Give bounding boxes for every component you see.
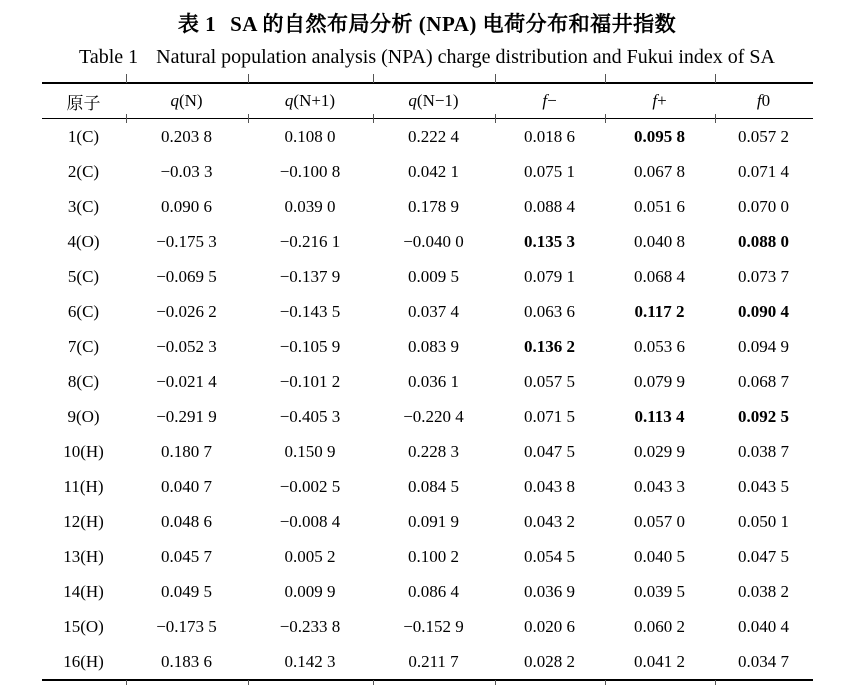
- cell-f-minus: 0.020 6: [524, 616, 575, 636]
- cell-qN-plus1: 0.142 3: [284, 651, 336, 671]
- cell-qN: 0.090 6: [161, 196, 212, 216]
- cell-qN-plus1: −0.105 9: [279, 336, 341, 356]
- cell-f-plus: 0.079 9: [634, 371, 685, 391]
- cell-qN-minus1: 0.228 3: [408, 441, 459, 461]
- table-row: [42, 119, 813, 155]
- table-row: [42, 259, 813, 294]
- cell-qN: −0.021 4: [156, 371, 217, 391]
- cell-atom: 6(C): [67, 301, 100, 321]
- cell-qN: 0.180 7: [161, 441, 212, 461]
- cell-f0: 0.094 9: [738, 336, 789, 356]
- cell-f-plus: 0.029 9: [634, 441, 685, 461]
- cell-f-minus: 0.054 5: [524, 546, 575, 566]
- col-header-qN-plus1-text: (N+1): [293, 91, 336, 110]
- column-boundary-tick: [126, 114, 128, 123]
- cell-atom: 4(O): [67, 231, 100, 251]
- cell-qN: −0.069 5: [156, 266, 217, 286]
- cell-qN-plus1: 0.150 9: [284, 441, 336, 461]
- cell-f-plus: 0.040 8: [634, 231, 685, 251]
- cell-f0: 0.038 7: [738, 441, 789, 461]
- cell-qN-plus1: 0.005 2: [284, 546, 336, 566]
- cell-f-plus: 0.057 0: [634, 511, 685, 531]
- column-boundary-tick: [126, 74, 128, 83]
- cell-f-minus: 0.063 6: [524, 301, 575, 321]
- column-boundary-tick: [495, 114, 497, 123]
- cell-qN-minus1: 0.083 9: [408, 336, 459, 356]
- cell-qN: −0.291 9: [156, 406, 217, 426]
- cell-f-plus: 0.051 6: [634, 196, 685, 216]
- table-row: [42, 364, 813, 399]
- column-boundary-tick: [373, 680, 375, 685]
- col-header-qN-italic: q: [170, 91, 179, 110]
- table-row: [42, 504, 813, 539]
- col-header-f-plus: [605, 83, 715, 119]
- cell-f-plus: 0.053 6: [634, 336, 685, 356]
- cell-f-minus: 0.043 8: [524, 476, 575, 496]
- cell-qN-minus1: 0.084 5: [408, 476, 459, 496]
- cell-f0: 0.071 4: [738, 161, 789, 181]
- cell-qN-plus1: 0.108 0: [284, 126, 336, 146]
- cell-f-minus: 0.028 2: [524, 651, 575, 671]
- cell-qN: −0.052 3: [156, 336, 217, 356]
- table-body: [42, 119, 813, 681]
- cell-f-minus: 0.071 5: [524, 406, 575, 426]
- cell-qN-minus1: −0.040 0: [403, 231, 464, 251]
- cell-qN-minus1: 0.086 4: [408, 581, 459, 601]
- col-header-f-minus: [495, 83, 605, 119]
- cell-f0: 0.043 5: [738, 476, 789, 496]
- col-header-qN: [126, 83, 248, 119]
- cell-qN: 0.203 8: [161, 126, 212, 146]
- column-boundary-tick: [126, 680, 128, 685]
- col-header-f-minus-italic: f: [542, 91, 548, 110]
- table-row: [42, 329, 813, 364]
- cell-atom: 3(C): [67, 196, 100, 216]
- col-header-f0-italic: f: [756, 91, 762, 110]
- cell-f-minus: 0.136 2: [524, 336, 575, 356]
- cell-qN: −0.175 3: [156, 231, 217, 251]
- col-header-qN-plus1-italic: q: [284, 91, 294, 110]
- cell-atom: 11(H): [63, 476, 104, 496]
- cell-f-plus: 0.068 4: [634, 266, 685, 286]
- column-boundary-tick: [605, 680, 607, 685]
- col-header-qN-minus1-italic: q: [408, 91, 417, 110]
- table-number-zh: 表 1: [177, 12, 217, 36]
- column-boundary-tick: [715, 114, 717, 123]
- cell-qN-minus1: 0.091 9: [408, 511, 459, 531]
- npa-table-wrap: [42, 82, 813, 681]
- table-row: [42, 574, 813, 609]
- table-title-en: [0, 44, 854, 70]
- cell-qN: 0.040 7: [161, 476, 212, 496]
- cell-f0: 0.034 7: [738, 651, 789, 671]
- table-number-en: Table 1: [79, 46, 139, 68]
- cell-atom: 9(O): [67, 406, 100, 426]
- cell-f0: 0.088 0: [738, 231, 789, 251]
- cell-qN: 0.183 6: [161, 651, 212, 671]
- cell-qN-plus1: −0.216 1: [279, 231, 341, 251]
- cell-qN-plus1: −0.233 8: [279, 616, 341, 636]
- column-boundary-tick: [248, 74, 250, 83]
- cell-atom: 2(C): [67, 161, 100, 181]
- table-row: [42, 644, 813, 680]
- cell-qN-minus1: −0.152 9: [403, 616, 464, 636]
- cell-f-minus: 0.057 5: [524, 371, 575, 391]
- column-boundary-tick: [373, 74, 375, 83]
- cell-qN-plus1: −0.100 8: [279, 161, 341, 181]
- cell-atom: 8(C): [67, 371, 100, 391]
- cell-qN-minus1: 0.211 7: [408, 651, 459, 671]
- column-boundary-tick: [248, 114, 250, 123]
- cell-qN: 0.049 5: [161, 581, 212, 601]
- cell-atom: 7(C): [67, 336, 100, 356]
- table-row: [42, 609, 813, 644]
- col-header-f-plus-text: +: [657, 91, 667, 110]
- cell-f-plus: 0.117 2: [634, 301, 685, 321]
- cell-qN: 0.048 6: [161, 511, 212, 531]
- cell-f-plus: 0.039 5: [634, 581, 685, 601]
- column-boundary-tick: [373, 114, 375, 123]
- column-boundary-tick: [495, 74, 497, 83]
- cell-f-plus: 0.043 3: [634, 476, 685, 496]
- cell-f0: 0.047 5: [738, 546, 789, 566]
- cell-f-minus: 0.135 3: [524, 231, 575, 251]
- cell-f0: 0.092 5: [738, 406, 789, 426]
- table-row: [42, 539, 813, 574]
- column-boundary-tick: [248, 680, 250, 685]
- cell-f-minus: 0.075 1: [524, 161, 575, 181]
- cell-qN-minus1: 0.036 1: [408, 371, 459, 391]
- cell-atom: 14(H): [63, 581, 104, 601]
- cell-f0: 0.068 7: [738, 371, 789, 391]
- cell-qN-plus1: −0.405 3: [279, 406, 341, 426]
- cell-qN-plus1: −0.002 5: [279, 476, 341, 496]
- column-boundary-tick: [715, 680, 717, 685]
- cell-f-minus: 0.079 1: [524, 266, 575, 286]
- cell-atom: 15(O): [63, 616, 104, 636]
- cell-qN-minus1: 0.178 9: [408, 196, 459, 216]
- cell-qN: −0.173 5: [156, 616, 217, 636]
- cell-atom: 10(H): [63, 441, 104, 461]
- cell-f0: 0.070 0: [738, 196, 789, 216]
- cell-qN: −0.03 3: [160, 161, 213, 181]
- table-row: [42, 189, 813, 224]
- cell-f-minus: 0.088 4: [524, 196, 575, 216]
- col-header-qN-text: (N): [178, 91, 203, 110]
- header-row: [42, 83, 813, 119]
- cell-atom: 12(H): [63, 511, 104, 531]
- cell-f-minus: 0.018 6: [524, 126, 575, 146]
- table-title-en-text: Natural population analysis (NPA) charge distribution and Fukui index of SA: [156, 46, 775, 68]
- cell-f0: 0.040 4: [738, 616, 789, 636]
- cell-qN: 0.045 7: [161, 546, 212, 566]
- cell-qN-plus1: −0.143 5: [279, 301, 341, 321]
- cell-f-plus: 0.113 4: [634, 406, 685, 426]
- cell-f-plus: 0.041 2: [634, 651, 685, 671]
- col-header-qN-plus1: [248, 83, 373, 119]
- table-row: [42, 399, 813, 434]
- cell-f0: 0.050 1: [738, 511, 789, 531]
- cell-qN-minus1: 0.009 5: [408, 266, 459, 286]
- cell-f-minus: 0.036 9: [524, 581, 575, 601]
- table-row: [42, 469, 813, 504]
- table-row: [42, 224, 813, 259]
- cell-f-plus: 0.095 8: [634, 126, 685, 146]
- cell-f-plus: 0.060 2: [634, 616, 685, 636]
- cell-f-plus: 0.067 8: [634, 161, 685, 181]
- cell-f-plus: 0.040 5: [634, 546, 685, 566]
- cell-atom: 1(C): [67, 126, 100, 146]
- table-row: [42, 294, 813, 329]
- table-row: [42, 154, 813, 189]
- col-header-f0: [715, 83, 813, 119]
- cell-f0: 0.090 4: [738, 301, 789, 321]
- cell-qN-minus1: 0.100 2: [408, 546, 459, 566]
- col-header-f-plus-italic: f: [652, 91, 658, 110]
- cell-qN-minus1: 0.222 4: [408, 126, 459, 146]
- cell-qN-minus1: 0.037 4: [408, 301, 459, 321]
- column-boundary-tick: [715, 74, 717, 83]
- cell-f0: 0.038 2: [738, 581, 789, 601]
- cell-atom: 13(H): [63, 546, 104, 566]
- cell-qN-plus1: −0.008 4: [279, 511, 341, 531]
- table-row: [42, 434, 813, 469]
- cell-atom: 16(H): [63, 651, 104, 671]
- table-title-zh: [0, 0, 854, 38]
- cell-f0: 0.057 2: [738, 126, 789, 146]
- col-header-atom-text: 原子: [66, 93, 101, 113]
- col-header-qN-minus1: [373, 83, 495, 119]
- cell-f-minus: 0.047 5: [524, 441, 575, 461]
- cell-qN-plus1: −0.101 2: [279, 371, 341, 391]
- cell-qN-minus1: −0.220 4: [403, 406, 464, 426]
- table-title-zh-text: SA 的自然布局分析 (NPA) 电荷分布和福井指数: [230, 12, 677, 36]
- npa-table: [42, 82, 813, 681]
- cell-qN: −0.026 2: [156, 301, 217, 321]
- column-boundary-tick: [605, 74, 607, 83]
- col-header-f-minus-text: −: [547, 91, 557, 110]
- col-header-qN-minus1-text: (N−1): [416, 91, 459, 110]
- col-header-atom: [42, 83, 126, 119]
- cell-atom: 5(C): [67, 266, 100, 286]
- cell-f0: 0.073 7: [738, 266, 789, 286]
- cell-qN-plus1: −0.137 9: [279, 266, 341, 286]
- col-header-f0-text: 0: [761, 91, 771, 110]
- cell-qN-plus1: 0.009 9: [284, 581, 336, 601]
- column-boundary-tick: [605, 114, 607, 123]
- cell-f-minus: 0.043 2: [524, 511, 575, 531]
- cell-qN-minus1: 0.042 1: [408, 161, 459, 181]
- column-boundary-tick: [495, 680, 497, 685]
- cell-qN-plus1: 0.039 0: [284, 196, 336, 216]
